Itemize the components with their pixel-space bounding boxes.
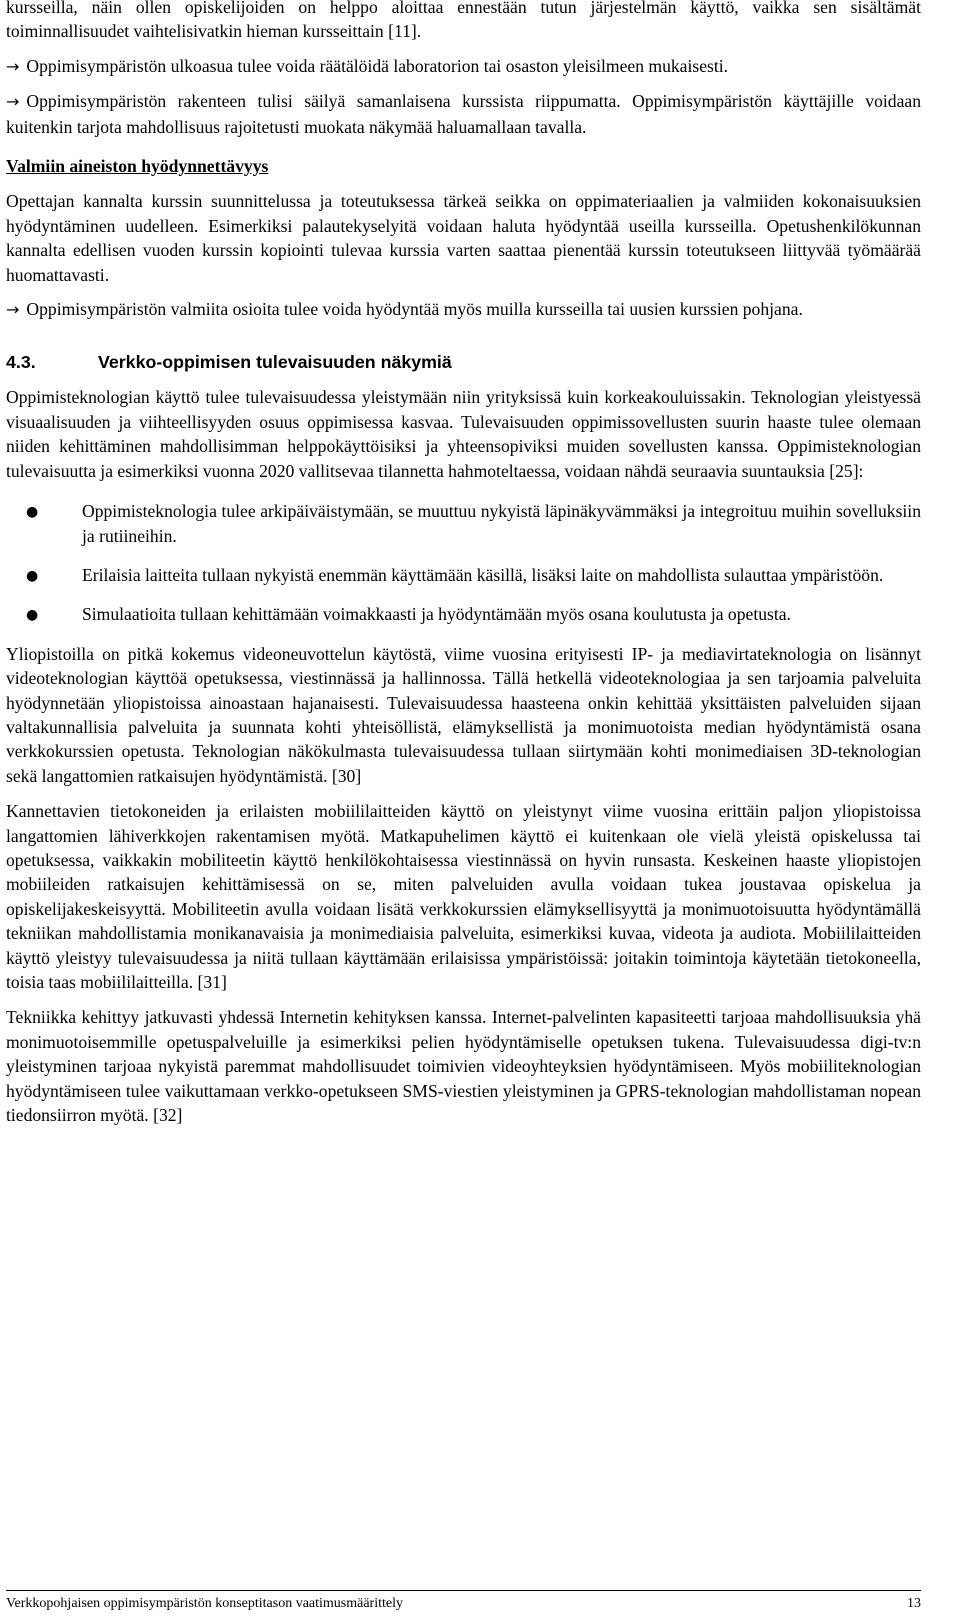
- list-item: [6, 602, 921, 626]
- arrow-icon: →: [6, 92, 20, 112]
- section-number: 4.3.: [6, 352, 36, 373]
- list-item-text: Simulaatioita tullaan kehittämään voimakkaasti ja hyödyntämään myös osana koulutusta ja opetusta.: [82, 604, 791, 625]
- list-item: [6, 499, 921, 548]
- reuse-paragraph: Opettajan kannalta kurssin suunnittelussa ja toteutuksessa tärkeä seikka on oppimateriaalien ja valmiiden kokonaisuuksien hyödyntäminen uudelleen. Esimerkiksi palautekyselyitä voidaan haluta hyödyntää useilla kursseilla. Opetushenkilökunnan kannalta edellisen vuoden kurssin kopiointi tulevaa kurssia varten saattaa pienentää kurssin toteutukseen liittyvää työmäärää huomattavasti.: [6, 191, 921, 285]
- arrow-icon: →: [6, 56, 20, 76]
- arrow-item-reuse: [6, 297, 921, 322]
- arrow-item-text: Oppimisympäristön rakenteen tulisi säilyä samanlaisena kurssista riippumatta. Oppimisympäristön käyttäjille voidaan kuitenkin tarjota mahdollisuus rajoitetusti muokata näkymää haluamallaan tavalla.: [6, 91, 921, 137]
- text-column: [6, 0, 921, 1127]
- list-item-text: Oppimisteknologia tulee arkipäiväistymään, se muuttuu nykyistä läpinäkyvämmäksi ja integroituu muihin sovelluksiin ja rutiineihin.: [82, 501, 921, 546]
- subheading: [6, 154, 921, 178]
- section-title: Verkko-oppimisen tulevaisuuden näkymiä: [98, 352, 452, 373]
- arrow-icon: →: [6, 300, 20, 320]
- footer-title: Verkkopohjaisen oppimisympäristön konseptitason vaatimusmäärittely: [6, 1596, 403, 1611]
- section-intro-paragraph: Oppimisteknologian käyttö tulee tulevaisuudessa yleistymään niin yrityksissä kuin korkeakouluissakin. Teknologian yleistyessä visuaalisuuden ja viihteellisyyden osuus oppimisessa kasvaa. Tulevaisuuden oppimissovellusten suurin haaste tulee olemaan niiden kehittäminen mahdollisimman helppokäyttöisiksi ja yhteensopiviksi muiden sovellusten kanssa. Oppimisteknologian tulevaisuutta ja esimerkiksi vuonna 2020 vallitsevaa tilannetta hahmoteltaessa, voidaan nähdä seuraavia suuntauksia [25]:: [6, 387, 921, 481]
- page-footer: [6, 1590, 921, 1614]
- arrow-item-structure: [6, 89, 921, 139]
- intro-paragraph: kursseilla, näin ollen opiskelijoiden on helppo aloittaa ennestään tutun järjestelmän käyttö, vaikka sen sisältämät toiminnallisuudet vaihtelisivatkin hieman kursseittain [11].: [6, 0, 921, 42]
- bullet-icon: ●: [26, 567, 39, 584]
- bullet-list: [6, 499, 921, 627]
- internet-paragraph: Tekniikka kehittyy jatkuvasti yhdessä Internetin kehityksen kanssa. Internet-palvelinten kapasiteetti tarjoaa mahdollisuuksia yhä monimuotoisemmille opetuspalveluille ja esimerkiksi pelien hyödyntämiselle opetuksen tukena. Tulevaisuudessa digi-tv:n yleistyminen tarjoaa nykyistä paremmat mahdollisuudet toimivien videoyhteyksien hyödyntämiseen. Myös mobiiliteknologian hyödyntämiseen tulee vaikuttamaan verkko-opetukseen SMS-viestien yleistyminen ja GPRS-teknologian mahdollistaman nopean tiedonsiirron myötä. [32]: [6, 1007, 921, 1126]
- subheading-text: Valmiin aineiston hyödynnettävyys: [6, 156, 269, 177]
- section-heading: [6, 350, 921, 374]
- video-paragraph: Yliopistoilla on pitkä kokemus videoneuvottelun käytöstä, viime vuosina erityisesti IP- ja mediavirtateknologia on lisännyt videoteknologian käyttöä opetuksessa, viestinnässä ja hallinnossa. Tällä hetkellä videoteknologiaa ja sen tarjoamia palveluita hyödynnetään yliopistoissa ainoastaan hajanaisesti. Tulevaisuudessa haasteena onkin kehittää yksittäisten palveluiden sijaan valtakunnallisia palveluita ja suunnata kohti yhteisöllistä, elämyksellistä ja monimuotoista median hyödyntämistä osana verkkokurssien opetusta. Teknologian näkökulmasta tulevaisuudessa tullaan siirtymään kohti monimediaisen 3D-teknologian sekä langattomien ratkaisujen hyödyntämistä. [30]: [6, 643, 921, 786]
- arrow-item-text: Oppimisympäristön valmiita osioita tulee voida hyödyntää myös muilla kursseilla tai uusien kurssien pohjana.: [26, 299, 803, 320]
- page-number: 13: [907, 1596, 921, 1611]
- list-item: [6, 563, 921, 587]
- list-item-text: Erilaisia laitteita tullaan nykyistä enemmän käyttämään käsillä, lisäksi laite on mahdollista sulauttaa ympäristöön.: [82, 564, 884, 585]
- mobile-paragraph: Kannettavien tietokoneiden ja erilaisten mobiililaitteiden käyttö on yleistynyt viime vuosina erittäin paljon yliopistoissa langattomien lähiverkkojen rakentamisen myötä. Matkapuhelimen käyttö ei kuitenkaan ole vielä yleistä opiskelussa tai opetuksessa, vaikkakin mobiliteetin käyttö henkilökohtaisessa viestinnässä on hyvin runsasta. Keskeinen haaste yliopistojen mobiileiden ratkaisujen kehittämisessä on se, miten palveluiden avulla voidaan tukea joustavaa opiskelua ja opiskelijakeskeisyyttä. Mobiliteetin avulla voidaan lisätä verkkokurssien elämyksellisyyttä ja monimuotoisuutta hyödyntämällä tekniikan mahdollistamia monikanavaisia ja monimediaisia palveluita, esimerkiksi kuvaa, videota ja audiota. Mobiililaitteiden käyttö yleistyy tulevaisuudessa ja niitä tullaan käyttämään erilaisissa ympäristöissä: joitakin toimintoja käytetään tietokoneella, toisia taas mobiililaitteilla. [31]: [6, 801, 921, 992]
- arrow-item-text: Oppimisympäristön ulkoasua tulee voida räätälöidä laboratorion tai osaston yleisilmeen mukaisesti.: [26, 55, 729, 76]
- bullet-icon: ●: [26, 607, 39, 624]
- bullet-icon: ●: [26, 504, 39, 521]
- arrow-item-layout: [6, 54, 921, 79]
